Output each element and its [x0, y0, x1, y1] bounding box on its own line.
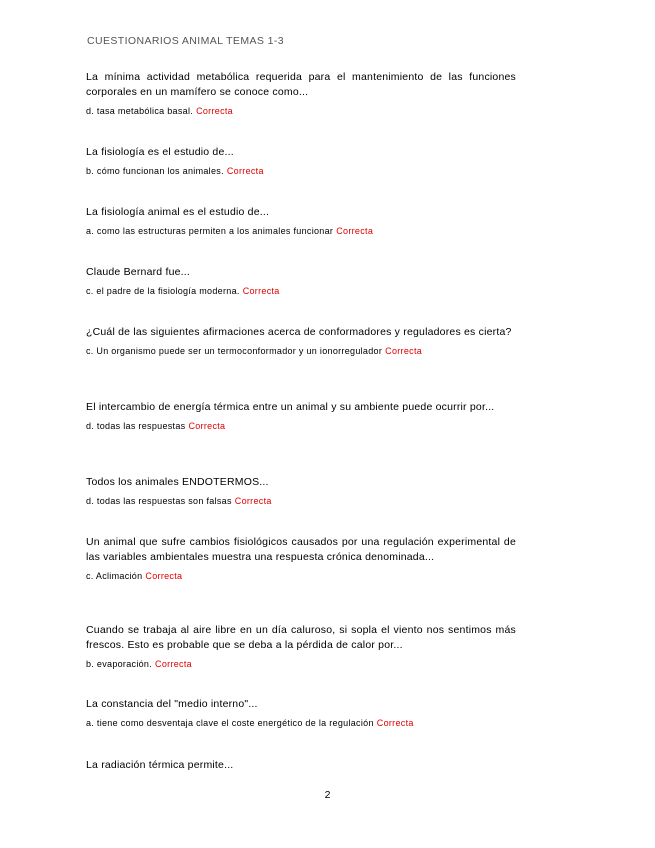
question-item — [86, 758, 233, 773]
answer-option: c. Un organismo puede ser un termoconformador y un ionorregulador — [86, 346, 383, 356]
question-item — [86, 623, 516, 670]
question-item — [86, 475, 272, 507]
correct-label: Correcta — [155, 659, 192, 669]
correct-label: Correcta — [336, 226, 374, 236]
answer-option: a. como las estructuras permiten a los animales funcionar — [86, 226, 334, 236]
correct-label: Correcta — [145, 571, 183, 581]
question-item — [86, 205, 373, 237]
question-text: ¿Cuál de las siguientes afirmaciones acerca de conformadores y reguladores es cierta? — [86, 326, 512, 338]
question-text: El intercambio de energía térmica entre un animal y su ambiente puede ocurrir por... — [86, 401, 495, 413]
answer-option: c. Aclimación — [86, 571, 143, 581]
correct-label: Correcta — [196, 106, 233, 116]
correct-label: Correcta — [188, 421, 226, 431]
answer-text — [86, 165, 264, 177]
question-text: La fisiología es el estudio de... — [86, 146, 234, 158]
question-item — [86, 697, 414, 729]
question-item — [86, 145, 264, 177]
answer-text — [86, 717, 414, 729]
document-header: CUESTIONARIOS ANIMAL TEMAS 1-3 — [87, 35, 284, 47]
question-item — [86, 325, 512, 357]
question-text: Cuando se trabaja al aire libre en un día caluroso, si sopla el viento nos sentimos más frescos. Esto es probable que se deba a la pérdida de calor por... — [86, 624, 516, 651]
answer-text — [86, 105, 516, 117]
question-item — [86, 535, 516, 582]
answer-option: d. todas las respuestas — [86, 421, 186, 431]
answer-text — [86, 658, 516, 670]
question-text: La radiación térmica permite... — [86, 759, 234, 771]
answer-text — [86, 345, 512, 357]
question-text: Un animal que sufre cambios fisiológicos causados por una regulación experimental de las variables ambientales muestra una respuesta crónica denominada... — [86, 536, 516, 563]
question-item — [86, 265, 280, 297]
question-text: La constancia del "medio interno"... — [86, 698, 258, 710]
answer-text — [86, 225, 373, 237]
answer-option: b. cómo funcionan los animales. — [86, 166, 224, 176]
page-number: 2 — [324, 789, 331, 801]
answer-option: a. tiene como desventaja clave el coste energético de la regulación — [86, 718, 374, 728]
answer-option: d. tasa metabólica basal. — [86, 106, 194, 116]
answer-text — [86, 495, 272, 507]
question-text: Claude Bernard fue... — [86, 266, 191, 278]
correct-label: Correcta — [234, 496, 272, 506]
answer-text — [86, 285, 280, 297]
question-text: Todos los animales ENDOTERMOS... — [86, 476, 269, 488]
correct-label: Correcta — [226, 166, 264, 176]
question-text: La mínima actividad metabólica requerida para el mantenimiento de las funciones corporales en un mamífero se conoce como... — [86, 71, 516, 98]
answer-option: d. todas las respuestas son falsas — [86, 496, 232, 506]
answer-option: b. evaporación. — [86, 659, 153, 669]
question-text: La fisiología animal es el estudio de... — [86, 206, 270, 218]
question-item — [86, 400, 494, 432]
correct-label: Correcta — [385, 346, 423, 356]
answer-text — [86, 570, 516, 582]
correct-label: Correcta — [376, 718, 414, 728]
correct-label: Correcta — [242, 286, 280, 296]
question-item — [86, 70, 516, 117]
answer-option: c. el padre de la fisiología moderna. — [86, 286, 240, 296]
answer-text — [86, 420, 494, 432]
